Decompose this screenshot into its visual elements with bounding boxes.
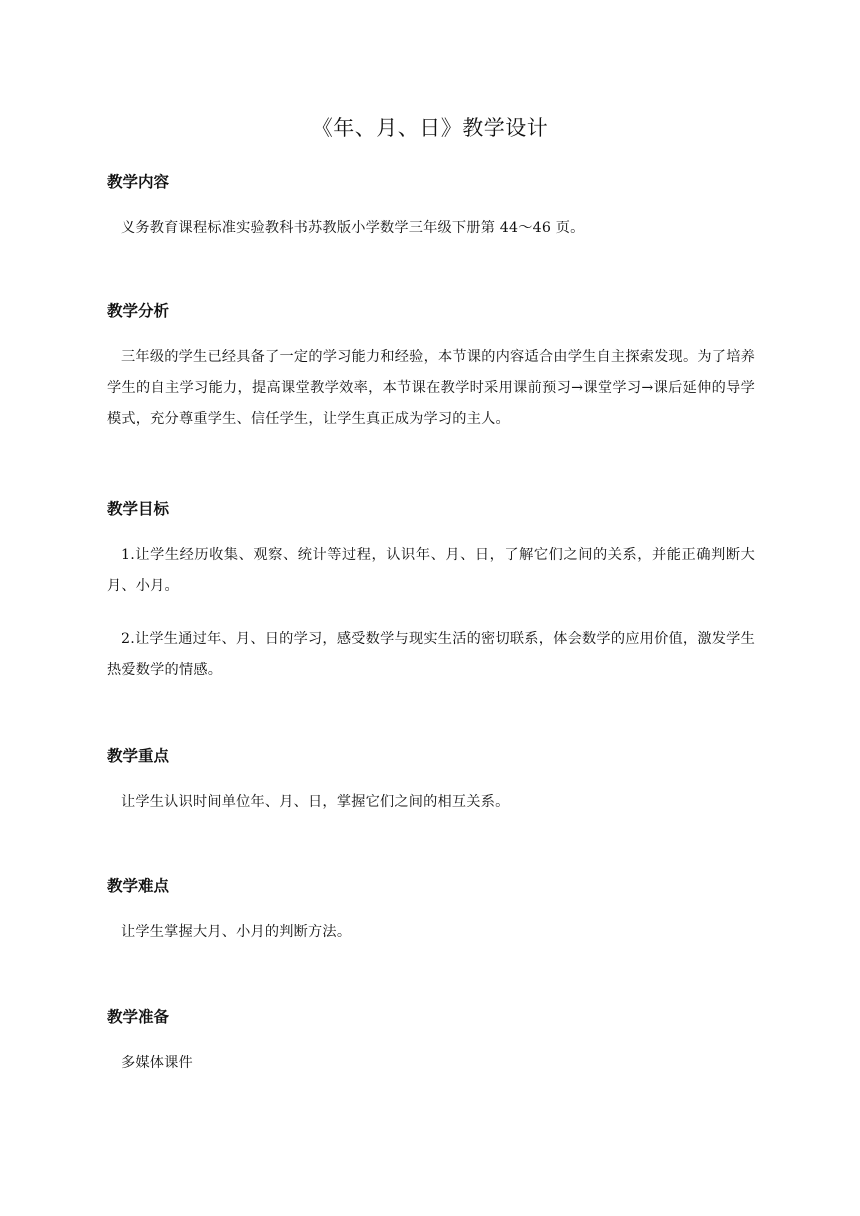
section-heading-preparation: 教学准备 xyxy=(107,1008,170,1026)
section-paragraph: 三年级的学生已经具备了一定的学习能力和经验，本节课的内容适合由学生自主探索发现。为了培养学生的自主学习能力，提高课堂教学效率，本节课在教学时采用课前预习→课堂学习→课后延伸的导学模式，充分尊重学生、信任学生，让学生真正成为学习的主人。 xyxy=(107,349,755,427)
section-paragraph: 2.让学生通过年、月、日的学习，感受数学与现实生活的密切联系，体会数学的应用价值，激发学生热爱数学的情感。 xyxy=(107,631,755,678)
section-heading-difficulties: 教学难点 xyxy=(107,877,170,895)
section-paragraph: 让学生掌握大月、小月的判断方法。 xyxy=(121,924,352,940)
section-paragraph: 让学生认识时间单位年、月、日，掌握它们之间的相互关系。 xyxy=(121,794,510,810)
document-title: 《年、月、日》教学设计 xyxy=(311,116,549,140)
section-heading-analysis: 教学分析 xyxy=(107,302,170,320)
section-paragraph: 多媒体课件 xyxy=(121,1055,193,1071)
section-heading-key-points: 教学重点 xyxy=(107,747,170,765)
section-heading-content: 教学内容 xyxy=(107,173,170,191)
section-paragraph: 义务教育课程标准实验教科书苏教版小学数学三年级下册第 44～46 页。 xyxy=(121,220,585,236)
section-heading-objectives: 教学目标 xyxy=(107,500,170,518)
section-paragraph: 1.让学生经历收集、观察、统计等过程，认识年、月、日，了解它们之间的关系，并能正确判断大月、小月。 xyxy=(107,547,755,594)
